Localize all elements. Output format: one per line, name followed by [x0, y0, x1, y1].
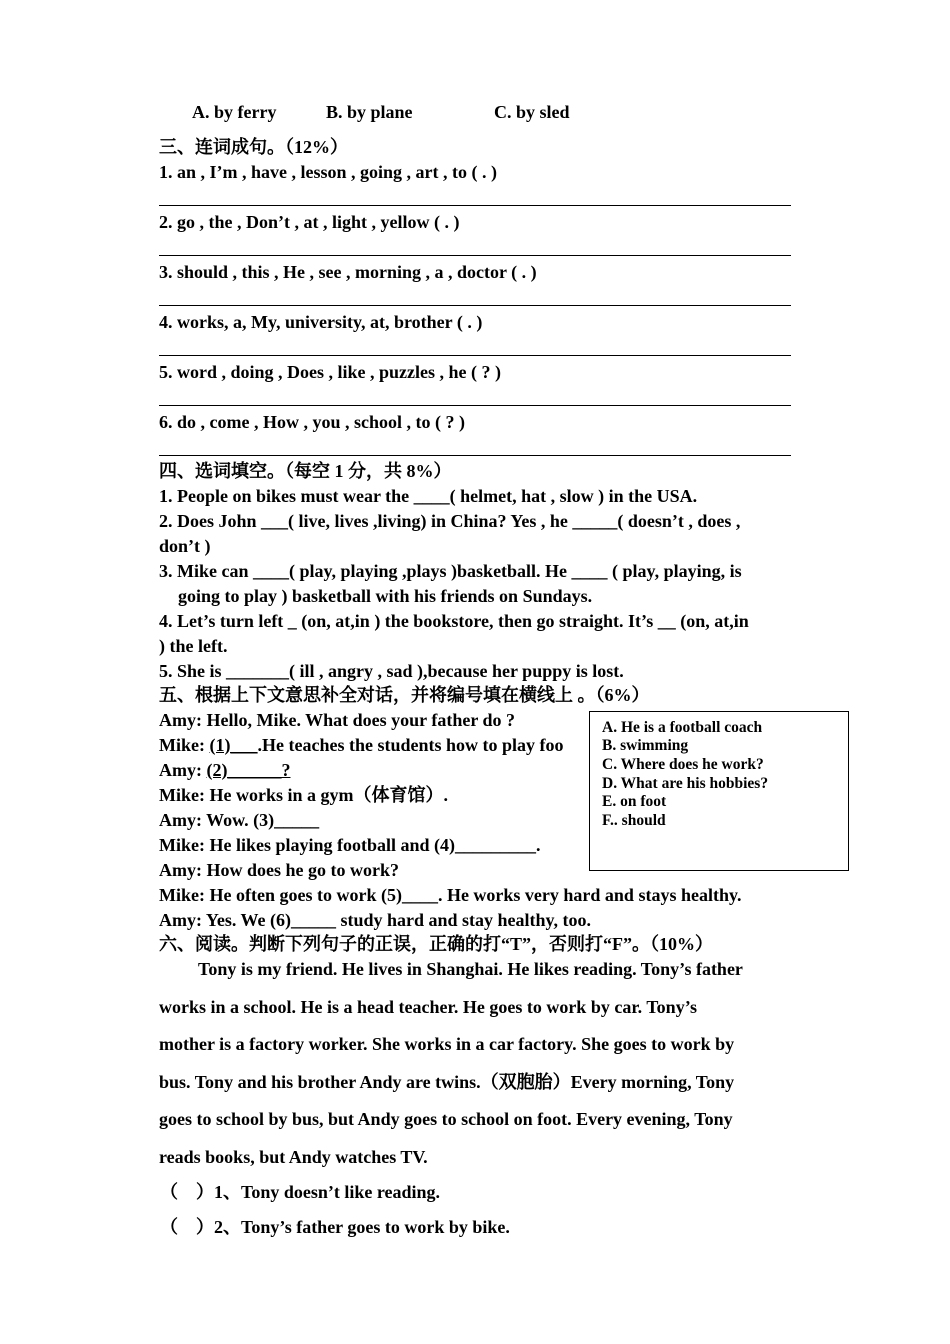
options-box — [589, 711, 849, 871]
passage-line-6: reads books, but Andy watches TV. — [159, 1147, 428, 1167]
dialog-text: .He teaches the students how to play foo — [257, 735, 564, 755]
passage-line-2: works in a school. He is a head teacher. He goes to work by car. Tony’s — [159, 997, 698, 1017]
passage-line-1: Tony is my friend. He lives in Shanghai. He likes reading. Tony’s father — [198, 959, 743, 979]
dialog-speaker: Mike: — [159, 735, 210, 755]
answer-line-3[interactable] — [159, 305, 791, 306]
answer-line-1[interactable] — [159, 205, 791, 206]
option-box-b: B. swimming — [602, 737, 689, 754]
s3-item-2: 2. go , the , Don’t , at , light , yellow ( . ) — [159, 212, 460, 232]
dialog-line-6: Mike: He likes playing football and (4)_________. — [159, 835, 541, 855]
s4-line-5: going to play ) basketball with his friends on Sundays. — [178, 586, 593, 606]
s4-line-6: 4. Let’s turn left _ (on, at,in ) the bookstore, then go straight. It’s __ (on, at,in — [159, 611, 749, 631]
option-a: A. by ferry — [192, 102, 277, 122]
s3-item-1: 1. an , I’m , have , lesson , going , art , to ( . ) — [159, 162, 497, 182]
s4-line-3: don’t ) — [159, 536, 211, 556]
passage-line-3: mother is a factory worker. She works in a car factory. She goes to work by — [159, 1034, 735, 1054]
s4-line-4: 3. Mike can ____( play, playing ,plays )basketball. He ____ ( play, playing, is — [159, 561, 742, 581]
section3-title: 三、连词成句。（12%） — [159, 137, 348, 157]
dialog-line-2 — [159, 734, 563, 756]
dialog-line-9: Amy: Yes. We (6)_____ study hard and stay healthy, too. — [159, 910, 592, 930]
s4-line-1: 1. People on bikes must wear the ____( helmet, hat , slow ) in the USA. — [159, 486, 698, 506]
dialog-line-1: Amy: Hello, Mike. What does your father do ? — [159, 710, 515, 730]
s4-line-8: 5. She is _______( ill , angry , sad ),because her puppy is lost. — [159, 661, 624, 681]
s4-line-7: ) the left. — [159, 636, 228, 656]
tf-question-2[interactable]: （ ）2、Tony’s father goes to work by bike. — [160, 1217, 510, 1237]
s3-item-4: 4. works, a, My, university, at, brother ( . ) — [159, 312, 483, 332]
option-b: B. by plane — [326, 102, 413, 122]
blank-2[interactable]: (2)______? — [206, 760, 291, 780]
section5-title: 五、根据上下文意思补全对话，并将编号填在横线上 。（6%） — [159, 685, 650, 705]
dialog-line-4: Mike: He works in a gym（体育馆）. — [159, 785, 448, 805]
s4-line-2: 2. Does John ___( live, lives ,living) in China? Yes , he _____( doesn’t , does , — [159, 511, 741, 531]
option-box-c: C. Where does he work? — [602, 756, 764, 773]
section4-title: 四、选词填空。（每空 1 分，共 8%） — [159, 461, 452, 481]
answer-line-4[interactable] — [159, 355, 791, 356]
dialog-line-7: Amy: How does he go to work? — [159, 860, 399, 880]
dialog-line-8: Mike: He often goes to work (5)____. He works very hard and stays healthy. — [159, 885, 742, 905]
passage-line-4: bus. Tony and his brother Andy are twins.（双胞胎）Every morning, Tony — [159, 1072, 735, 1092]
section6-title: 六、阅读。判断下列句子的正误，正确的打“T”，否则打“F”。（10%） — [159, 934, 713, 954]
dialog-speaker: Amy: — [159, 760, 207, 780]
s3-item-3: 3. should , this , He , see , morning , a , doctor ( . ) — [159, 262, 537, 282]
option-box-d: D. What are his hobbies? — [602, 775, 769, 792]
answer-line-2[interactable] — [159, 255, 791, 256]
option-c: C. by sled — [494, 102, 570, 122]
s3-item-5: 5. word , doing , Does , like , puzzles , he ( ? ) — [159, 362, 501, 382]
option-box-f: F.. should — [602, 812, 666, 829]
dialog-line-3 — [159, 759, 291, 781]
tf-question-1[interactable]: （ ）1、Tony doesn’t like reading. — [160, 1182, 441, 1202]
s3-item-6: 6. do , come , How , you , school , to ( ? ) — [159, 412, 465, 432]
dialog-line-5: Amy: Wow. (3)_____ — [159, 810, 320, 830]
answer-line-5[interactable] — [159, 405, 791, 406]
option-box-a: A. He is a football coach — [602, 719, 763, 736]
option-box-e: E. on foot — [602, 793, 667, 810]
passage-line-5: goes to school by bus, but Andy goes to school on foot. Every evening, Tony — [159, 1109, 733, 1129]
answer-line-6[interactable] — [159, 455, 791, 456]
blank-1[interactable]: (1)___ — [209, 735, 258, 755]
